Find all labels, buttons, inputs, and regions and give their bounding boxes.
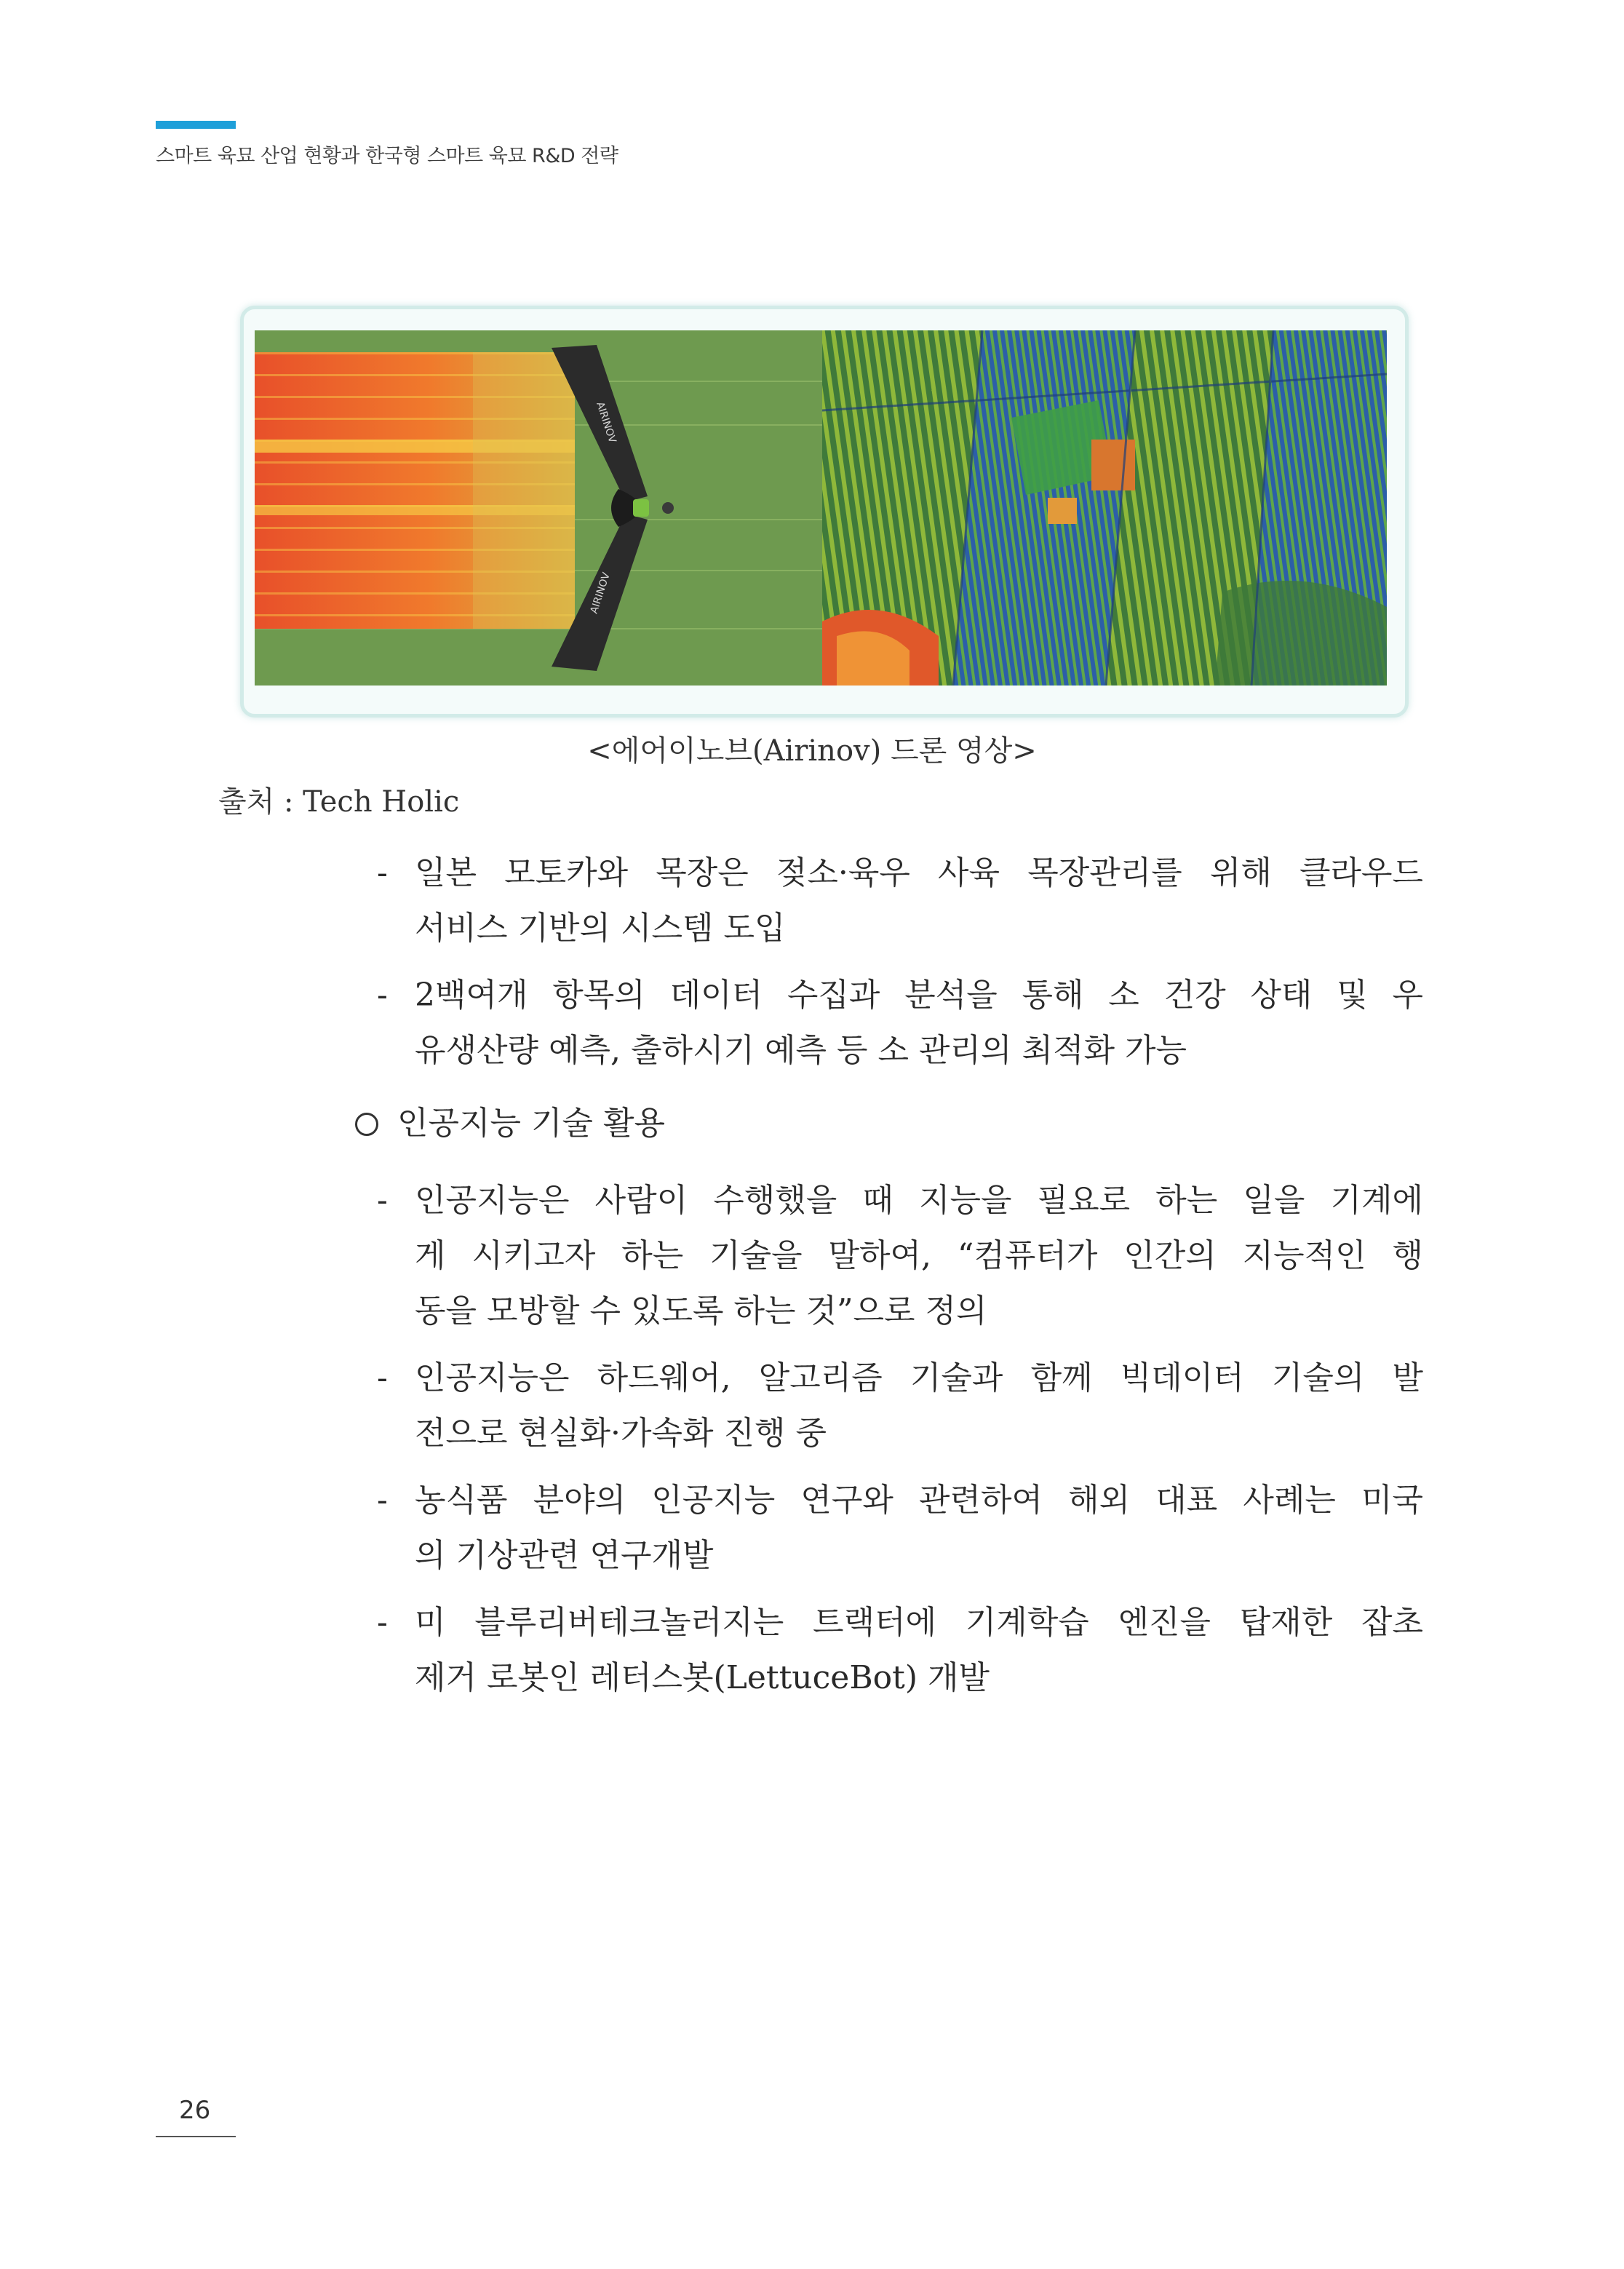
running-header-title: 스마트 육묘 산업 현황과 한국형 스마트 육묘 R&D 전략 (156, 145, 618, 167)
dash-bullet: - (377, 1359, 388, 1396)
body-line: 일본 모토카와 목장은 젖소·육우 사육 목장관리를 위해 클라우드 (415, 854, 1423, 891)
body-line: 게 시키고자 하는 기술을 말하여, “컴퓨터가 인간의 지능적인 행 (415, 1237, 1423, 1274)
body-line: 인공지능은 하드웨어, 알고리즘 기술과 함께 빅데이터 기술의 발 (415, 1359, 1423, 1396)
figure-source: 출처 : Tech Holic (218, 785, 460, 819)
body-line: 제거 로봇인 레터스봇(LettuceBot) 개발 (415, 1659, 990, 1696)
body-line: 의 기상관련 연구개발 (415, 1537, 714, 1574)
dash-bullet: - (377, 854, 388, 891)
dash-bullet: - (377, 1604, 388, 1641)
body-line: 전으로 현실화·가속화 진행 중 (415, 1415, 827, 1452)
body-line: 서비스 기반의 시스템 도입 (415, 910, 786, 947)
page-number: 26 (179, 2096, 211, 2125)
body-line: 미 블루리버테크놀러지는 트랙터에 기계학습 엔진을 탑재한 잡초 (415, 1604, 1423, 1641)
header-accent-bar (156, 121, 236, 129)
drone-ndvi-image (255, 330, 1387, 686)
body-line: 유생산량 예측, 출하시기 예측 등 소 관리의 최적화 가능 (415, 1032, 1187, 1069)
body-line: 동을 모방할 수 있도록 하는 것”으로 정의 (415, 1292, 987, 1330)
dash-bullet: - (377, 1482, 388, 1519)
svg-text:AIRINOV: AIRINOV (594, 400, 618, 445)
body-line: 농식품 분야의 인공지능 연구와 관련하여 해외 대표 사례는 미국 (415, 1482, 1423, 1519)
section-heading: 인공지능 기술 활용 (397, 1105, 666, 1142)
figure-caption: <에어이노브(Airinov) 드론 영상> (587, 734, 1037, 768)
body-line: 2백여개 항목의 데이터 수집과 분석을 통해 소 건강 상태 및 우 (415, 977, 1423, 1014)
circle-bullet-icon (355, 1113, 378, 1136)
dash-bullet: - (377, 977, 388, 1014)
footer-rule (156, 2136, 236, 2137)
svg-text:AIRINOV: AIRINOV (588, 571, 613, 616)
body-line: 인공지능은 사람이 수행했을 때 지능을 필요로 하는 일을 기계에 (415, 1182, 1423, 1219)
dash-bullet: - (377, 1182, 388, 1219)
